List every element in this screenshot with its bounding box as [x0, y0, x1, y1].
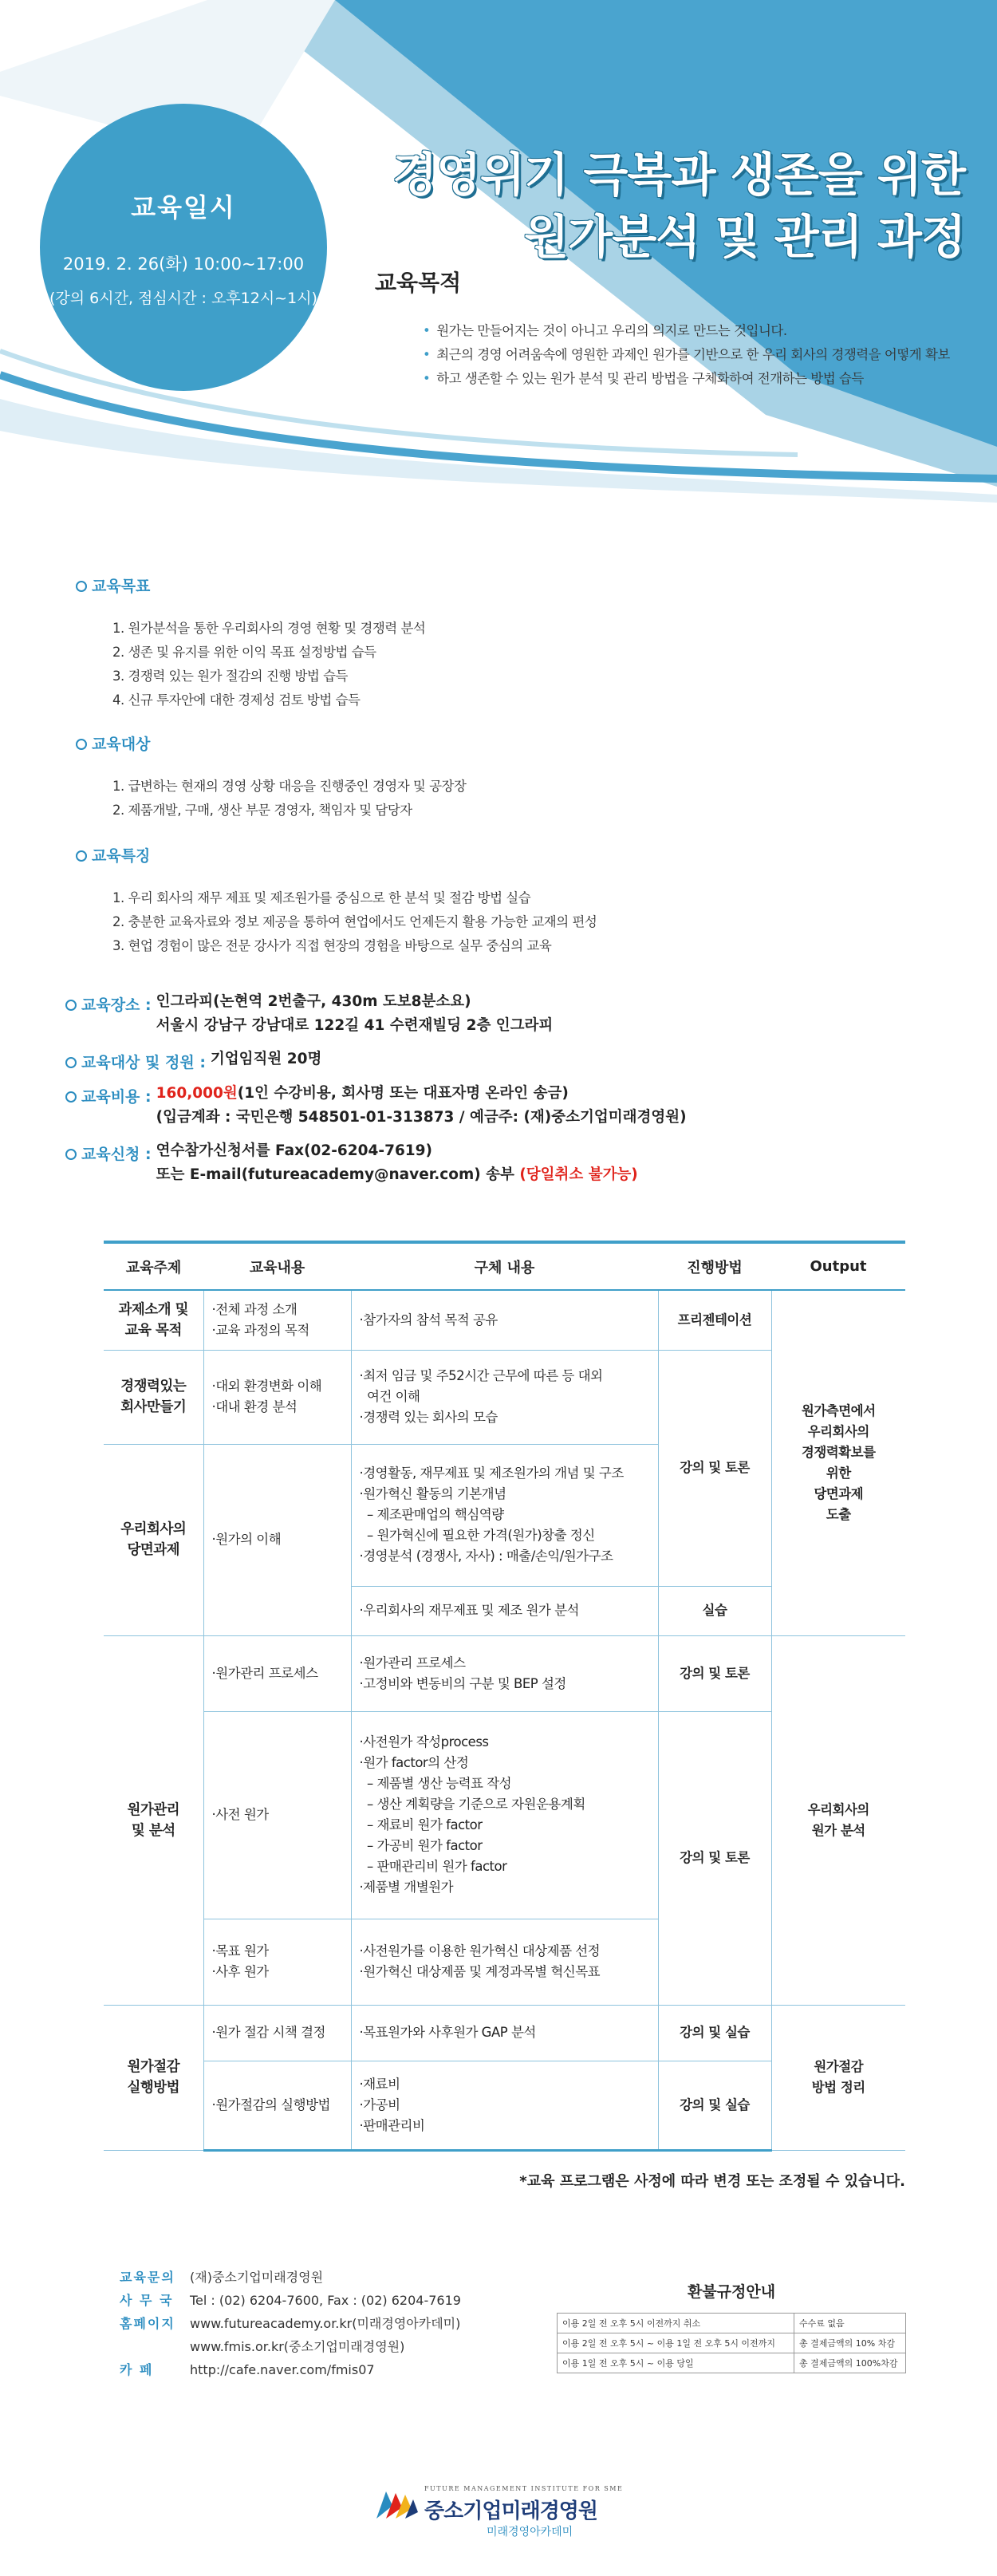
refund-table	[557, 2313, 906, 2373]
topic-cell: 원가관리 및 분석	[104, 1635, 203, 2005]
info-fee-value: 160,000원(1인 수강비용, 회사명 또는 대표자명 온라인 송금) (입금계좌 : 국민은행 548501-01-313873 / 예금주: (재)중소기업미래경영원)	[156, 1082, 687, 1130]
apply-note: (당일취소 불가능)	[519, 1166, 638, 1183]
info-target-label: 교육대상 및 정원 :	[65, 1051, 206, 1072]
homepage-link[interactable]: www.futureacademy.or.kr(미래경영아카데미)	[190, 2316, 461, 2331]
detail-cell: ·최저 임금 및 주52시간 근무에 따른 등 대외 여건 이해 ·경쟁력 있는 회사의 모습	[351, 1350, 658, 1444]
targets-section	[76, 732, 921, 823]
goals-list	[76, 617, 921, 712]
contact-homepage: 홈페이지 www.futureacademy.or.kr(미래경영아카데미)	[120, 2312, 461, 2335]
content-cell: ·대외 환경변화 이해 ·대내 환경 분석	[203, 1350, 351, 1444]
program-change-note: *교육 프로그램은 사정에 따라 변경 또는 조정될 수 있습니다.	[519, 2173, 905, 2190]
refund-condition: 이용 2일 전 오후 5시 ~ 이용 1일 전 오후 5시 이전까지	[558, 2333, 794, 2353]
bullet-icon: •	[423, 371, 431, 386]
features-list	[76, 886, 921, 958]
logo-name: 중소기업미래경영원	[424, 2499, 598, 2523]
content-cell: ·원가관리 프로세스	[203, 1635, 351, 1711]
bullet-icon: •	[423, 323, 431, 338]
hero-banner	[0, 0, 997, 511]
curriculum-table	[104, 1241, 905, 2152]
method-cell: 강의 및 실습	[658, 2005, 771, 2061]
info-apply-value: 연수참가신청서를 Fax(02-6204-7619) 또는 E-mail(futureacademy@naver.com) 송부 (당일취소 불가능)	[156, 1142, 638, 1183]
targets-heading: 교육대상	[76, 732, 921, 754]
output-cell: 원가절감 방법 정리	[771, 2005, 905, 2150]
purpose-item: • 최근의 경영 어려움속에 영원한 과제인 원가를 기반으로 한 우리 회사의 경쟁력을 어떻게 확보	[423, 347, 950, 362]
detail-cell: ·재료비 ·가공비 ·판매관리비	[351, 2061, 658, 2150]
detail-cell: ·목표원가와 사후원가 GAP 분석	[351, 2005, 658, 2061]
detail-cell: ·사전원가 작성process ·원가 factor의 산정 – 제품별 생산 능력표 작성 – 생산 계획량을 기준으로 자원운용계획 – 재료비 원가 factor – 가공비 원가 factor – 판매관리비 원가 factor ·제품별 개별원가	[351, 1711, 658, 1919]
apply-email: 또는 E-mail(futureacademy@naver.com) 송부	[156, 1166, 520, 1183]
list-item: 1. 우리 회사의 재무 제표 및 제조원가를 중심으로 한 분석 및 절감 방법 실습	[112, 890, 531, 905]
contact-cafe: 카 페 http://cafe.naver.com/fmis07	[120, 2358, 461, 2381]
content-cell: ·사전 원가	[203, 1711, 351, 1919]
topic-cell: 우리회사의 당면과제	[104, 1444, 203, 1635]
method-cell: 강의 및 실습	[658, 2061, 771, 2150]
table-row	[558, 2353, 906, 2373]
content-cell: ·원가의 이해	[203, 1444, 351, 1635]
refund-fee: 총 결제금액의 10% 차감	[794, 2333, 906, 2353]
method-cell: 실습	[658, 1586, 771, 1635]
detail-cell: ·경영활동, 재무제표 및 제조원가의 개념 및 구조 ·원가혁신 활동의 기본개념 – 제조판매업의 핵심역량 – 원가혁신에 필요한 가격(원가)창출 정신 ·경영분석 (경쟁사, 자사) : 매출/손익/원가구조	[351, 1444, 658, 1586]
logo-tagline: FUTURE MANAGEMENT INSTITUTE FOR SME	[424, 2485, 624, 2492]
col-header: 구체 내용	[351, 1242, 658, 1290]
contact-info	[120, 2266, 461, 2381]
content-cell: ·전체 과정 소개 ·교육 과정의 목적	[203, 1290, 351, 1350]
detail-cell: ·참가자의 참석 목적 공유	[351, 1290, 658, 1350]
info-fee-label: 교육비용 :	[65, 1085, 152, 1130]
schedule-hours: (강의 6시간, 점심시간 : 오후12시~1시)	[49, 289, 317, 307]
cafe-link[interactable]: http://cafe.naver.com/fmis07	[190, 2362, 375, 2377]
circle-icon	[76, 581, 87, 592]
refund-title: 환불규정안내	[687, 2283, 776, 2301]
circle-icon	[76, 850, 87, 862]
content-cell: ·원가 절감 시책 결정	[203, 2005, 351, 2061]
output-cell: 원가측면에서 우리회사의 경쟁력확보를 위한 당면과제 도출	[771, 1290, 905, 1635]
logo-mark-icon	[375, 2488, 420, 2520]
contact-inquiry: 교육문의 (재)중소기업미래경영원	[120, 2270, 324, 2285]
content-cell: ·원가절감의 실행방법	[203, 2061, 351, 2150]
table-row	[104, 1290, 905, 1350]
refund-fee: 수수료 없음	[794, 2314, 906, 2333]
info-place	[65, 993, 943, 1038]
circle-icon	[65, 1000, 77, 1011]
output-cell: 우리회사의 원가 분석	[771, 1635, 905, 2005]
course-info	[65, 993, 943, 1200]
col-header: 교육내용	[203, 1242, 351, 1290]
list-item: 3. 현업 경험이 많은 전문 강사가 직접 현장의 경험을 바탕으로 실무 중심의 교육	[112, 938, 552, 953]
features-heading: 교육특징	[76, 844, 921, 866]
detail-cell: ·사전원가를 이용한 원가혁신 대상제품 선정 ·원가혁신 대상제품 및 계정과목별 혁신목표	[351, 1919, 658, 2005]
purpose-item: • 원가는 만들어지는 것이 아니고 우리의 의지로 만드는 것입니다.	[423, 323, 787, 338]
content-cell: ·목표 원가 ·사후 원가	[203, 1919, 351, 2005]
fee-amount: 160,000원	[156, 1085, 238, 1102]
col-header: 진행방법	[658, 1242, 771, 1290]
refund-fee: 총 결제금액의 100%차감	[794, 2353, 906, 2373]
targets-list	[76, 775, 921, 823]
logo-subtitle: 미래경영아카데미	[487, 2526, 573, 2539]
refund-policy	[557, 2280, 906, 2373]
page-title-line1: 경영위기 극복과 생존을 위한	[392, 148, 965, 202]
circle-icon	[65, 1057, 77, 1068]
method-cell: 강의 및 토론	[658, 1350, 771, 1586]
contact-office: 사 무 국 Tel : (02) 6204-7600, Fax : (02) 6204-7619	[120, 2293, 461, 2308]
info-fee	[65, 1085, 943, 1130]
page-title	[392, 144, 965, 268]
detail-cell: ·원가관리 프로세스 ·고정비와 변동비의 구분 및 BEP 설정	[351, 1635, 658, 1711]
homepage-link-2[interactable]: www.fmis.or.kr(중소기업미래경영원)	[190, 2339, 405, 2354]
circle-icon	[65, 1091, 77, 1103]
schedule-title: 교육일시	[131, 191, 236, 223]
table-row	[558, 2333, 906, 2353]
organization-logo	[375, 2477, 630, 2541]
bank-account: (입금계좌 : 국민은행 548501-01-313873 / 예금주: (재)중소기업미래경영원)	[156, 1109, 687, 1126]
schedule-circle	[40, 104, 327, 391]
circle-icon	[76, 739, 87, 750]
method-cell: 강의 및 토론	[658, 1711, 771, 2005]
bullet-icon: •	[423, 347, 431, 362]
topic-cell: 경쟁력있는 회사만들기	[104, 1350, 203, 1444]
refund-condition: 이용 1일 전 오후 5시 ~ 이용 당일	[558, 2353, 794, 2373]
info-target	[65, 1051, 943, 1072]
info-apply-label: 교육신청 :	[65, 1142, 152, 1187]
circle-icon	[65, 1149, 77, 1160]
method-cell: 강의 및 토론	[658, 1635, 771, 1711]
refund-condition: 이용 2일 전 오후 5시 이전까지 취소	[558, 2314, 794, 2333]
table-row	[104, 1635, 905, 1711]
purpose-list	[423, 319, 950, 391]
table-row	[558, 2314, 906, 2333]
list-item: 2. 생존 및 유지를 위한 이익 목표 설정방법 습득	[112, 645, 376, 660]
info-place-value: 인그라피(논현역 2번출구, 430m 도보8분소요) 서울시 강남구 강남대로 122길 41 수련재빌딩 2층 인그라피	[156, 993, 554, 1034]
list-item: 2. 충분한 교육자료와 정보 제공을 통하여 현업에서도 언제든지 활용 가능한 교재의 편성	[112, 914, 597, 929]
method-cell: 프리젠테이션	[658, 1290, 771, 1350]
detail-cell: ·우리회사의 재무제표 및 제조 원가 분석	[351, 1586, 658, 1635]
table-header-row	[104, 1242, 905, 1290]
col-header: 교육주제	[104, 1242, 203, 1290]
table-row	[104, 2005, 905, 2061]
info-place-label: 교육장소 :	[65, 993, 152, 1038]
list-item: 4. 신규 투자안에 대한 경제성 검토 방법 습득	[112, 692, 361, 708]
list-item: 1. 급변하는 현재의 경영 상황 대응을 진행중인 경영자 및 공장장	[112, 779, 467, 794]
purpose-heading: 교육목적	[375, 270, 462, 296]
info-target-value: 기업임직원 20명	[210, 1051, 322, 1067]
page-title-line2: 원가분석 및 관리 과정	[524, 210, 965, 264]
purpose-item: • 하고 생존할 수 있는 원가 분석 및 관리 방법을 구체화하여 전개하는 방법 습득	[423, 371, 864, 386]
list-item: 2. 제품개발, 구매, 생산 부문 경영자, 책임자 및 담당자	[112, 803, 412, 818]
info-apply	[65, 1142, 943, 1187]
col-header: Output	[771, 1242, 905, 1290]
contact-homepage-2	[120, 2335, 461, 2358]
list-item: 1. 원가분석을 통한 우리회사의 경영 현황 및 경쟁력 분석	[112, 621, 426, 636]
features-section	[76, 844, 921, 958]
goals-section	[76, 574, 921, 712]
topic-cell: 원가절감 실행방법	[104, 2005, 203, 2150]
goals-heading: 교육목표	[76, 574, 921, 596]
list-item: 3. 경쟁력 있는 원가 절감의 진행 방법 습득	[112, 669, 348, 684]
schedule-date: 2019. 2. 26(화) 10:00~17:00	[62, 254, 305, 274]
topic-cell: 과제소개 및 교육 목적	[104, 1290, 203, 1350]
